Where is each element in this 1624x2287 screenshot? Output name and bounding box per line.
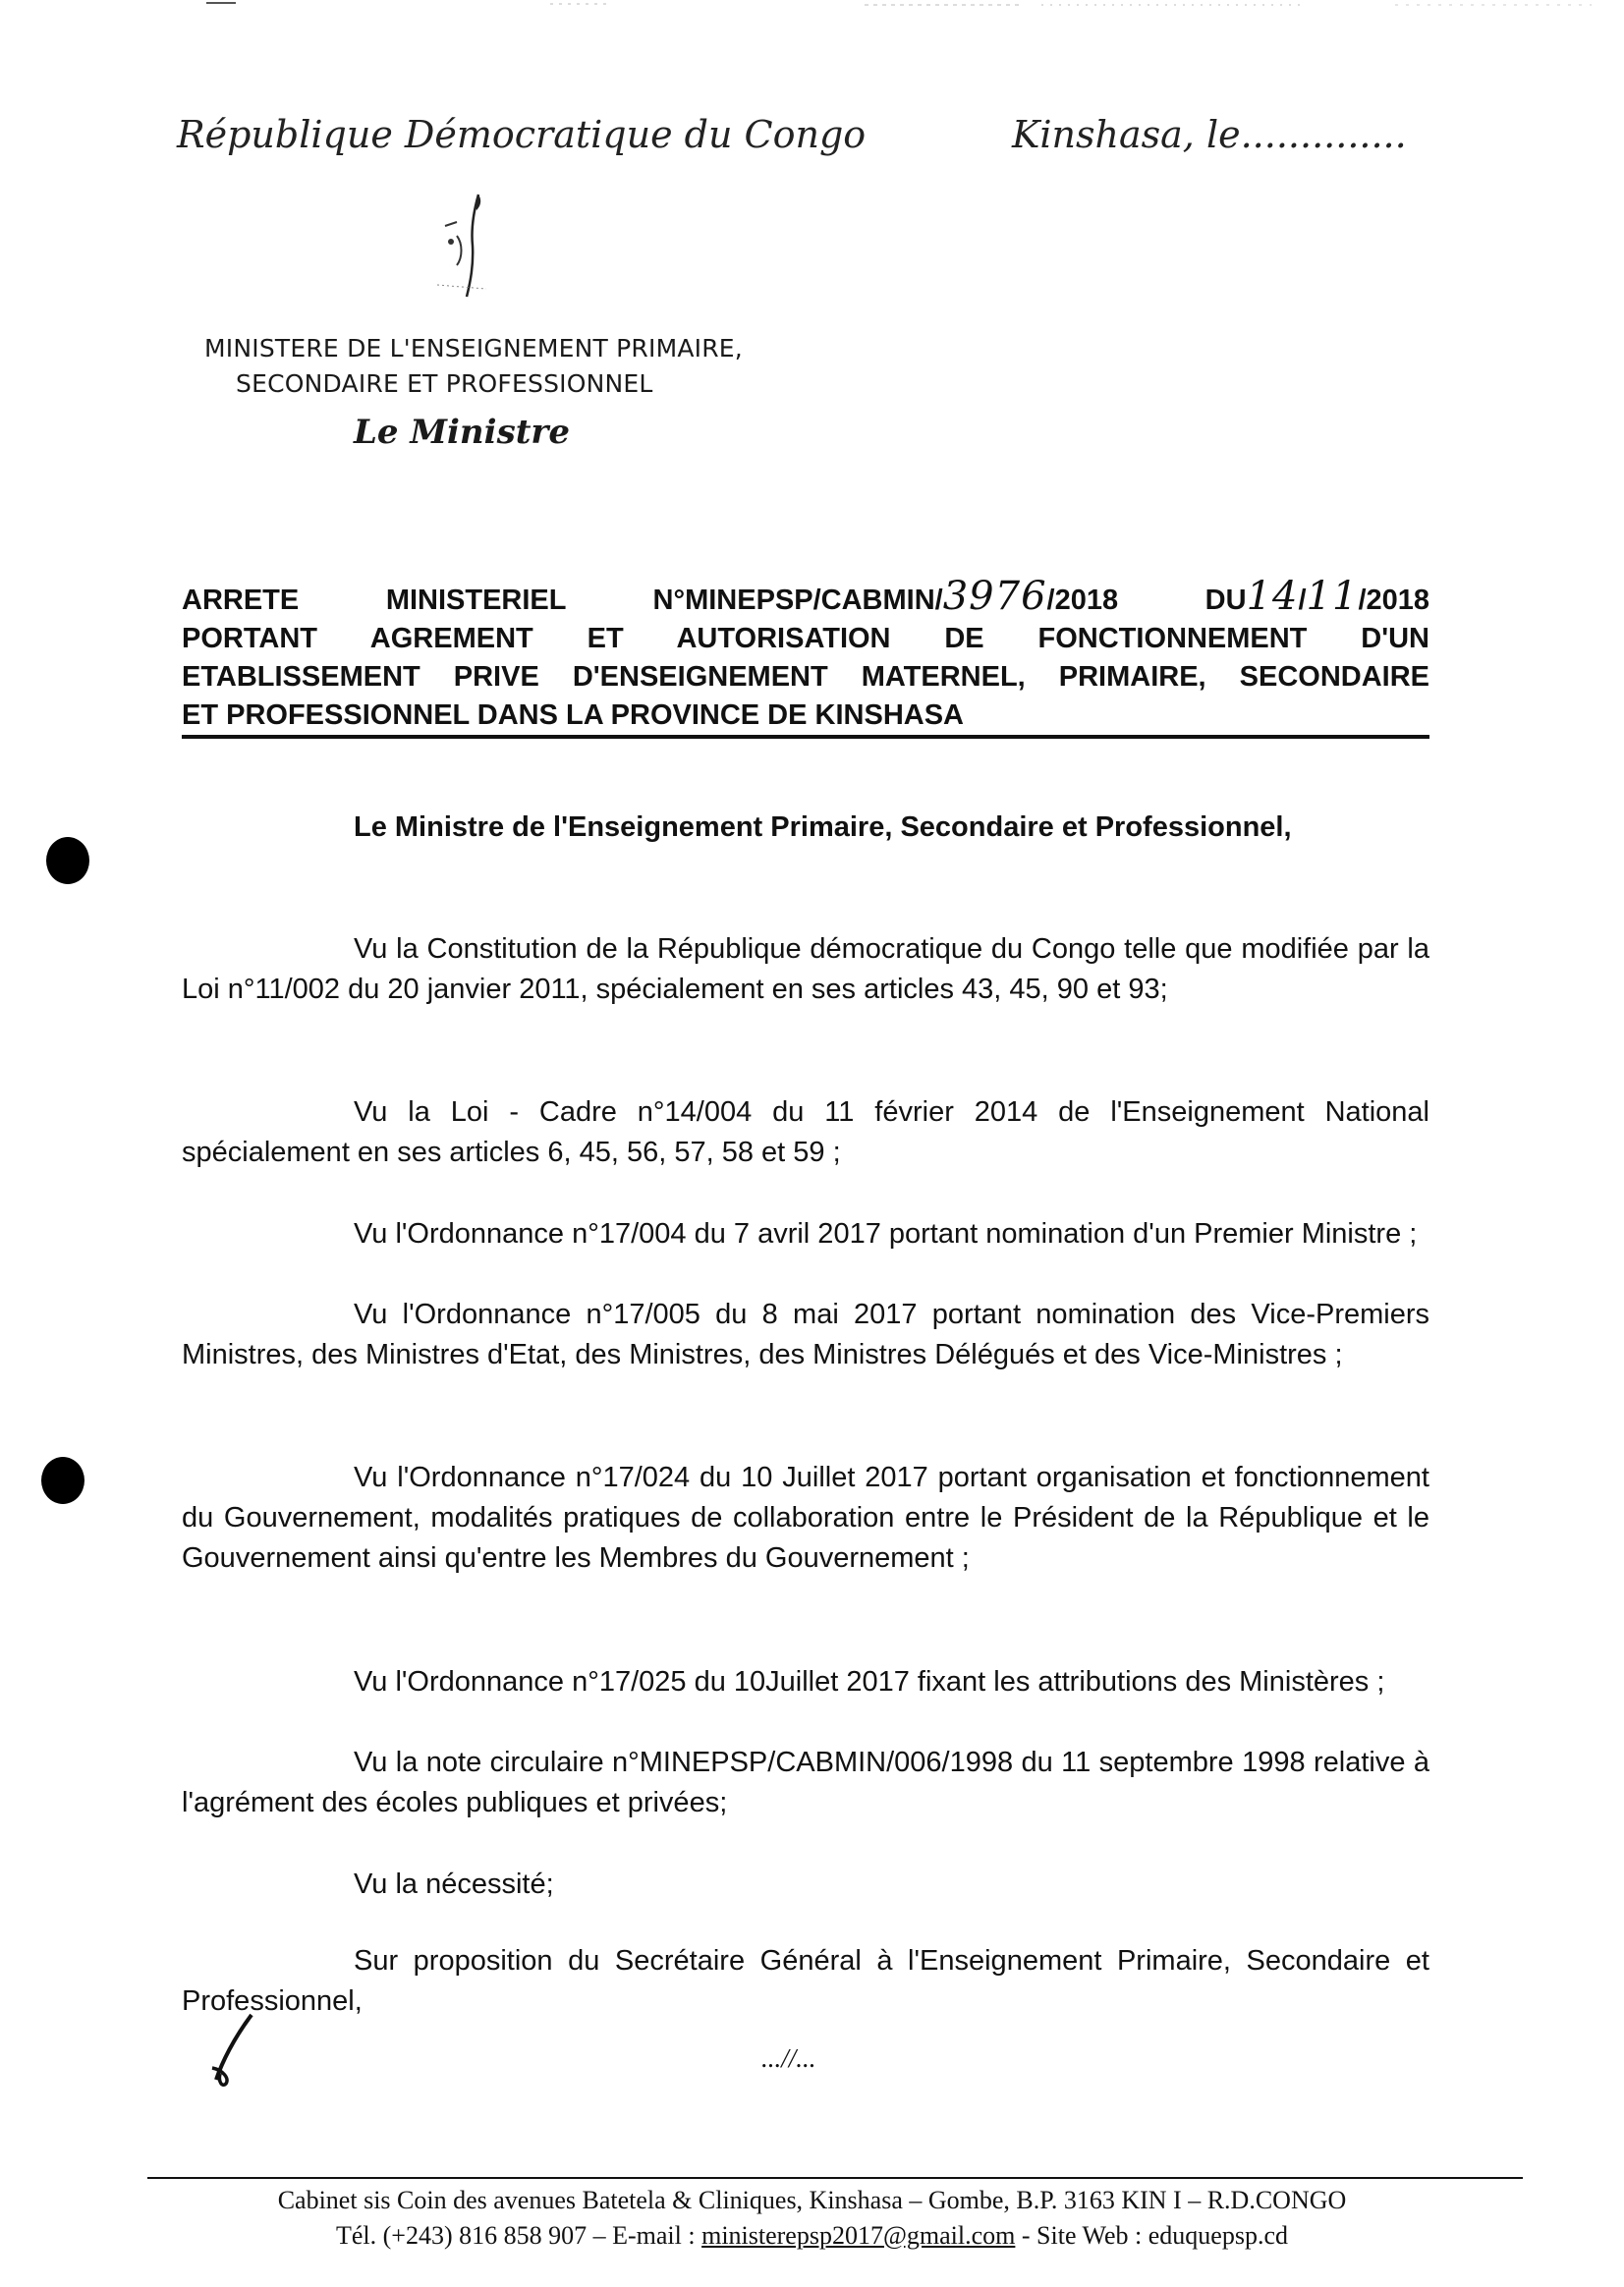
decree-title xyxy=(182,574,1430,735)
initials-mark-icon xyxy=(208,2009,267,2088)
paragraph-ordonnance-024: Vu l'Ordonnance n°17/024 du 10 Juillet 2017 portant organisation et fonctionnement du Gouvernement, modalités pratiques de collaboration entre le Président de la République et le Gouvernement ainsi qu'entre les Membres du Gouvernement ; xyxy=(182,1462,1429,1574)
footer xyxy=(0,2183,1624,2254)
paragraph-constitution: Vu la Constitution de la République démocratique du Congo telle que modifiée par la Loi n°11/002 du 20 janvier 2011, spécialement en ses articles 43, 45, 90 et 93; xyxy=(182,933,1429,1005)
decree-day: 14 xyxy=(1246,574,1299,619)
punch-hole-2 xyxy=(41,1457,84,1504)
decree-month: 11 xyxy=(1306,574,1359,619)
place-date: Kinshasa, le.............. xyxy=(1012,113,1407,156)
title-underline xyxy=(182,735,1429,739)
continuation-mark: ...//... xyxy=(761,2043,816,2073)
footer-rule xyxy=(147,2177,1523,2179)
intro-paragraph: Le Ministre de l'Enseignement Primaire, Secondaire et Professionnel, xyxy=(354,811,1292,843)
ministry-line-1: MINISTERE DE L'ENSEIGNEMENT PRIMAIRE, xyxy=(204,334,743,363)
title-line-1: ARRETE MINISTERIEL N°MINEPSP/CABMIN/3976/2018 DU14/11/2018 xyxy=(182,574,1430,619)
paragraph-proposition: Sur proposition du Secrétaire Général à l'Enseignement Primaire, Secondaire et Professionnel, xyxy=(182,1945,1429,2017)
title-line-3: ETABLISSEMENT PRIVE D'ENSEIGNEMENT MATERNEL, PRIMAIRE, SECONDAIRE xyxy=(182,661,1429,693)
punch-hole-1 xyxy=(46,837,89,884)
decree-number: 3976 xyxy=(942,574,1047,619)
footer-contact: Tél. (+243) 816 858 907 – E-mail : ministerepsp2017@gmail.com - Site Web : eduquepsp.cd xyxy=(335,2221,1288,2250)
republic-header: République Démocratique du Congo xyxy=(177,113,867,156)
ministry-line-2: SECONDAIRE ET PROFESSIONNEL xyxy=(236,369,653,398)
paragraph-note-circulaire: Vu la note circulaire n°MINEPSP/CABMIN/006/1998 du 11 septembre 1998 relative à l'agrément des écoles publiques et privées; xyxy=(182,1747,1429,1818)
paragraph-ordonnance-005: Vu l'Ordonnance n°17/005 du 8 mai 2017 portant nomination des Vice-Premiers Ministres, des Ministres d'Etat, des Ministres, des Ministres Délégués et des Vice-Ministres ; xyxy=(182,1299,1429,1370)
footer-address: Cabinet sis Coin des avenues Batetela & Cliniques, Kinshasa – Gombe, B.P. 3163 KIN I – R.D.CONGO xyxy=(277,2186,1347,2214)
minister-title: Le Ministre xyxy=(354,413,570,452)
paragraph-ordonnance-004: Vu l'Ordonnance n°17/004 du 7 avril 2017 portant nomination d'un Premier Ministre ; xyxy=(354,1218,1418,1250)
footer-email-link[interactable]: ministerepsp2017@gmail.com xyxy=(701,2221,1016,2250)
title-line-2: PORTANT AGREMENT ET AUTORISATION DE FONCTIONNEMENT D'UN xyxy=(182,623,1429,654)
paragraph-loi-cadre: Vu la Loi - Cadre n°14/004 du 11 février 2014 de l'Enseignement National spécialement en ses articles 6, 45, 56, 57, 58 et 59 ; xyxy=(182,1096,1429,1168)
emblem-icon xyxy=(427,187,506,305)
paragraph-ordonnance-025: Vu l'Ordonnance n°17/025 du 10Juillet 2017 fixant les attributions des Ministères ; xyxy=(354,1666,1385,1698)
paragraph-necessite: Vu la nécessité; xyxy=(354,1869,554,1900)
title-line-4: ET PROFESSIONNEL DANS LA PROVINCE DE KINSHASA xyxy=(182,699,964,731)
scan-marks xyxy=(0,0,1624,14)
